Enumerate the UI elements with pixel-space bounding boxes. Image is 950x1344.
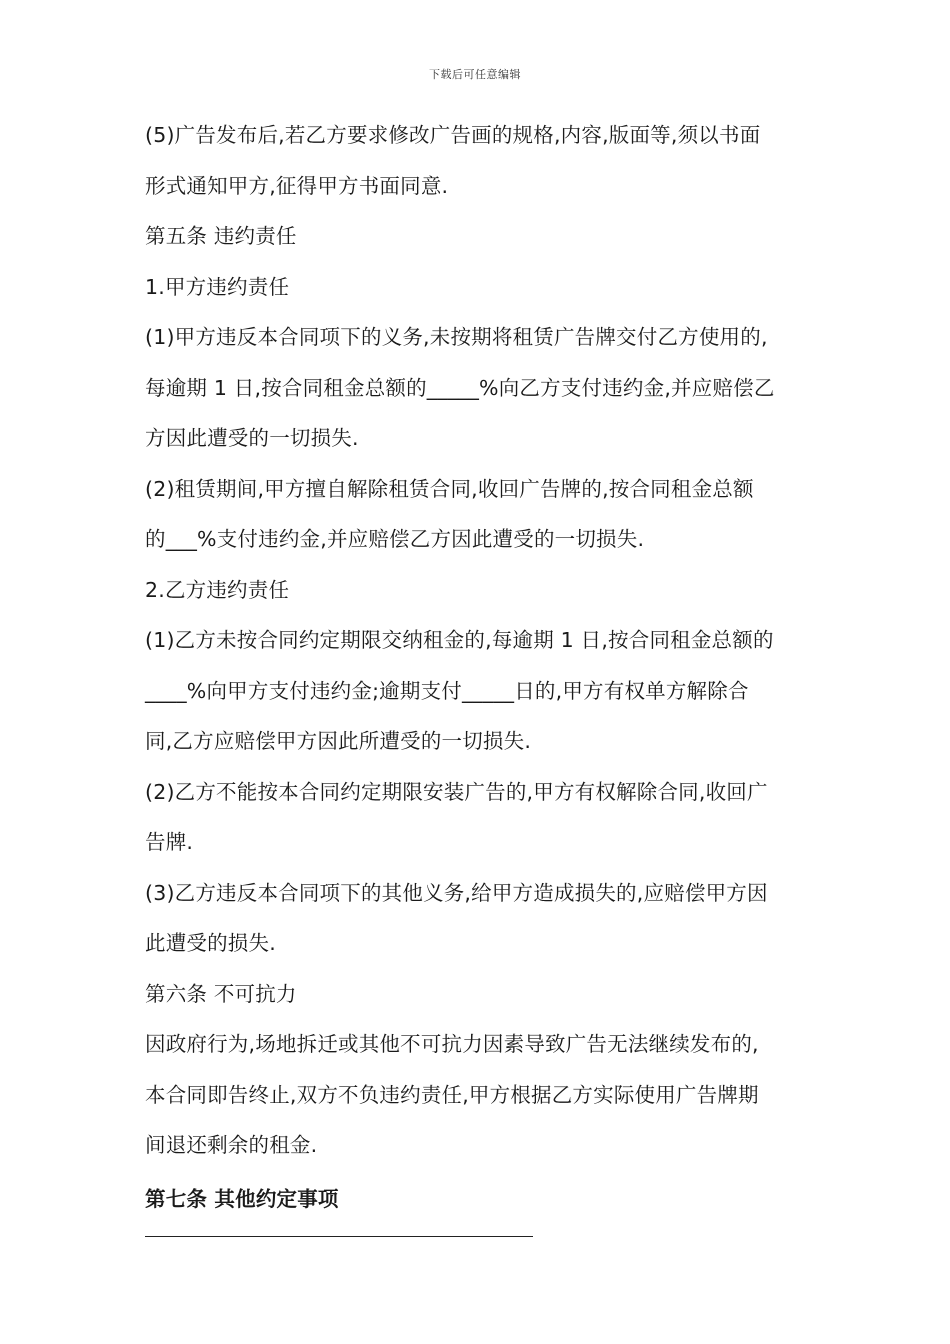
text-line: (1)乙方未按合同约定期限交纳租金的,每逾期 1 日,按合同租金总额的 (145, 628, 774, 652)
text-line: 每逾期 1 日,按合同租金总额的_____%向乙方支付违约金,并应赔偿乙 (145, 375, 775, 400)
text-line: 形式通知甲方,征得甲方书面同意. (145, 173, 449, 198)
text-line: ____%向甲方支付违约金;逾期支付_____日的,甲方有权单方解除合 (145, 678, 749, 703)
text-line: 告牌. (145, 830, 194, 854)
subsection-title: 1.甲方违约责任 (145, 274, 290, 299)
section-title: 第六条 不可抗力 (145, 981, 297, 1006)
text-line: (2)乙方不能按本合同约定期限安装广告的,甲方有权解除合同,收回广 (145, 779, 768, 804)
text-line: 同,乙方应赔偿甲方因此所遭受的一切损失. (145, 729, 532, 753)
text-line: 的___%支付违约金,并应赔偿乙方因此遭受的一切损失. (145, 527, 645, 551)
text-line: 方因此遭受的一切损失. (145, 426, 359, 450)
text-line: (3)乙方违反本合同项下的其他义务,给甲方造成损失的,应赔偿甲方因 (145, 880, 768, 905)
blank-fill-line (145, 1236, 533, 1237)
text-line: (1)甲方违反本合同项下的义务,未按期将租赁广告牌交付乙方使用的, (145, 325, 768, 349)
text-line: 本合同即告终止,双方不负违约责任,甲方根据乙方实际使用广告牌期 (145, 1082, 759, 1107)
text-line: (2)租赁期间,甲方擅自解除租赁合同,收回广告牌的,按合同租金总额 (145, 476, 754, 501)
section-title: 第五条 违约责任 (145, 224, 297, 248)
text-line: 因政府行为,场地拆迁或其他不可抗力因素导致广告无法继续发布的, (145, 1032, 759, 1056)
page-header: 下载后可任意编辑 (429, 68, 521, 81)
section-heading-bold: 第七条 其他约定事项 (145, 1186, 339, 1211)
text-line: 间退还剩余的租金. (145, 1133, 318, 1157)
subsection-title: 2.乙方违约责任 (145, 577, 290, 602)
text-line: (5)广告发布后,若乙方要求修改广告画的规格,内容,版面等,须以书面 (145, 123, 761, 147)
text-line: 此遭受的损失. (145, 931, 276, 955)
document-body (145, 110, 810, 1224)
